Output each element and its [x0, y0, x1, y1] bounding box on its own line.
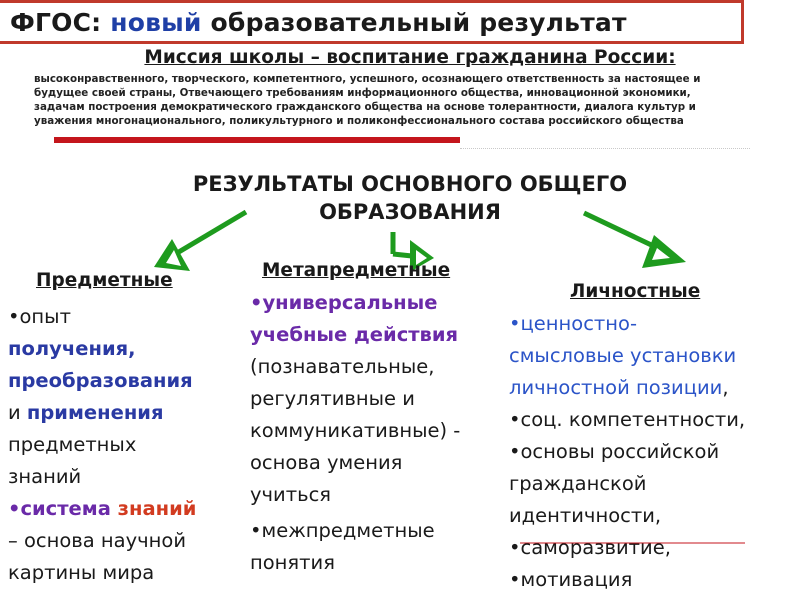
mission-line: будущее своей страны, Отвечающего требованиям информационного общества, инновационной экономики,	[34, 87, 691, 99]
mission-line: уважения многонационального, поликультурного и поликонфессионального состава российского общества	[34, 115, 684, 127]
list-item: учебные действия	[250, 323, 459, 346]
column-heading-meta: Метапредметные	[262, 260, 451, 281]
text-fragment: •система	[8, 497, 118, 520]
list-item: смысловые установки	[509, 344, 737, 367]
results-title-line: ОБРАЗОВАНИЯ	[319, 200, 501, 224]
list-item: •межпредметные	[250, 519, 435, 542]
list-item: •соц. компетентности,	[509, 408, 746, 431]
list-item: – основа научной	[8, 529, 187, 552]
text-fragment: личностной позиции	[509, 376, 723, 399]
column-heading-personal: Личностные	[570, 281, 701, 302]
meta-results-column	[250, 287, 505, 579]
list-item: получения,	[8, 337, 136, 360]
list-item: учиться	[250, 483, 332, 506]
list-item: •опыт	[8, 305, 71, 328]
list-item: •основы российской	[509, 440, 720, 463]
list-item: понятия	[250, 551, 335, 574]
personal-results-column	[509, 308, 799, 596]
list-item: предметных	[8, 433, 137, 456]
list-item: знаний	[8, 465, 82, 488]
list-item: гражданской	[509, 472, 647, 495]
list-item: •мотивация	[509, 568, 633, 591]
subject-results-column	[8, 301, 248, 589]
title-highlight: новый	[110, 8, 202, 37]
arrow-left-icon	[154, 212, 246, 271]
text-fragment: знаний	[117, 497, 197, 520]
list-item: •универсальные	[250, 291, 438, 314]
title-rest: образовательный результат	[210, 8, 627, 37]
text-fragment: ,	[722, 376, 729, 399]
list-item: основа умения	[250, 451, 403, 474]
list-item: регулятивные и	[250, 387, 415, 410]
mission-line: задачам построения демократического гражданского общества на основе толерантности, диалога культур и	[34, 101, 696, 113]
list-item	[8, 493, 248, 525]
list-item: преобразования	[8, 369, 193, 392]
title-prefix: ФГОС:	[10, 8, 102, 37]
mission-line: высоконравственного, творческого, компетентного, успешного, осознающего ответственность за настоящее и	[34, 73, 701, 85]
text-fragment: и	[8, 401, 27, 424]
column-heading-subject: Предметные	[36, 270, 173, 291]
list-item: •саморазвитие,	[509, 536, 671, 559]
list-item: коммуникативные) -	[250, 419, 461, 442]
list-item: (познавательные,	[250, 355, 435, 378]
results-title-line: РЕЗУЛЬТАТЫ ОСНОВНОГО ОБЩЕГО	[192, 172, 628, 196]
list-item	[509, 372, 799, 404]
list-item: картины мира	[8, 561, 155, 584]
list-item: •ценностно-	[509, 312, 637, 335]
arrow-right-icon	[584, 213, 686, 268]
list-item	[8, 397, 248, 429]
text-fragment: применения	[26, 401, 164, 424]
mission-heading: Миссия школы – воспитание гражданина России:	[144, 47, 676, 68]
list-item: идентичности,	[509, 504, 662, 527]
